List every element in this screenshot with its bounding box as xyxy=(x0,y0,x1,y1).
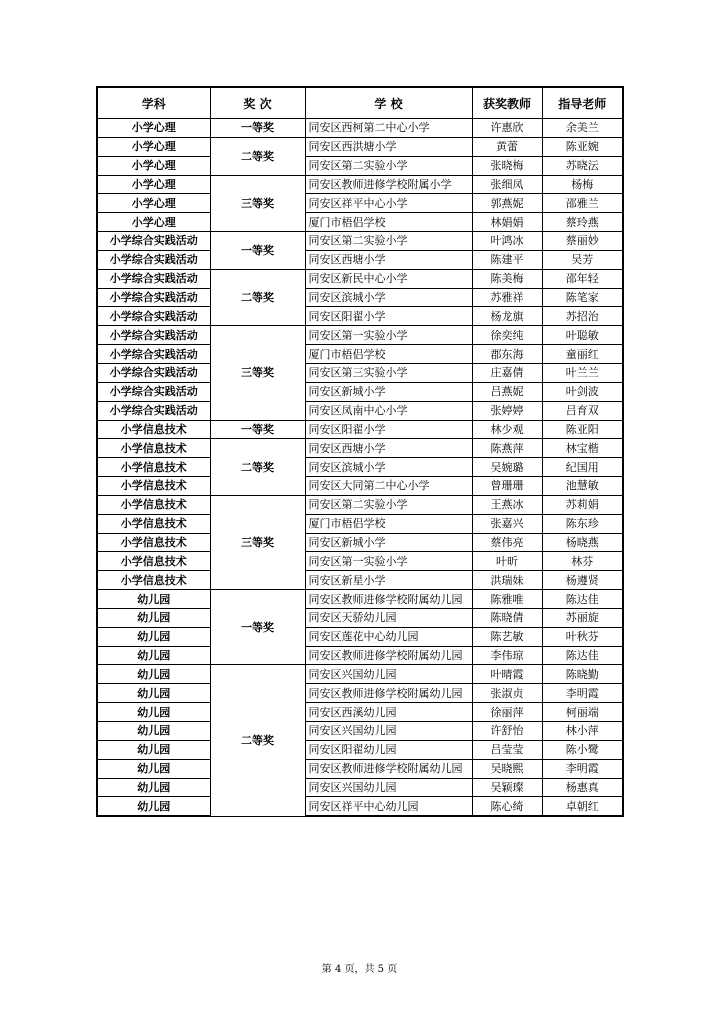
subject-cell: 小学综合实践活动 xyxy=(97,269,210,288)
subject-cell: 小学综合实践活动 xyxy=(97,288,210,307)
school-cell: 同安区兴国幼儿园 xyxy=(305,665,472,684)
school-cell: 同安区教师进修学校附属幼儿园 xyxy=(305,590,472,609)
teacher-cell: 陈达佳 xyxy=(542,646,623,665)
teacher-cell: 卓朝红 xyxy=(542,797,623,816)
winner-cell: 张婷婷 xyxy=(472,401,542,420)
winner-cell: 黄蕾 xyxy=(472,137,542,156)
table-row xyxy=(97,288,623,307)
school-cell: 同安区阳翟小学 xyxy=(305,307,472,326)
winner-cell: 徐奕纯 xyxy=(472,326,542,345)
school-cell: 同安区滨城小学 xyxy=(305,458,472,477)
award-cell: 二等奖 xyxy=(210,269,305,326)
header-winner: 获奖教师 xyxy=(472,87,542,119)
school-cell: 厦门市梧侣学校 xyxy=(305,345,472,364)
header-award: 奖 次 xyxy=(210,87,305,119)
teacher-cell: 叶秋芬 xyxy=(542,627,623,646)
table-row xyxy=(97,533,623,552)
header-subject: 学科 xyxy=(97,87,210,119)
table-row xyxy=(97,627,623,646)
table-header-row xyxy=(97,87,623,119)
subject-cell: 小学心理 xyxy=(97,119,210,138)
school-cell: 同安区莲花中心幼儿园 xyxy=(305,627,472,646)
winner-cell: 许惠欣 xyxy=(472,119,542,138)
teacher-cell: 陈亚婉 xyxy=(542,137,623,156)
subject-cell: 小学综合实践活动 xyxy=(97,401,210,420)
school-cell: 同安区滨城小学 xyxy=(305,288,472,307)
table-row xyxy=(97,458,623,477)
winner-cell: 陈心绮 xyxy=(472,797,542,816)
winner-cell: 陈晓倩 xyxy=(472,608,542,627)
table-row xyxy=(97,401,623,420)
winner-cell: 陈燕萍 xyxy=(472,439,542,458)
school-cell: 同安区新城小学 xyxy=(305,533,472,552)
subject-cell: 小学信息技术 xyxy=(97,439,210,458)
table-row xyxy=(97,420,623,439)
subject-cell: 小学心理 xyxy=(97,156,210,175)
subject-cell: 小学信息技术 xyxy=(97,552,210,571)
teacher-cell: 杨惠真 xyxy=(542,778,623,797)
table-row xyxy=(97,307,623,326)
subject-cell: 幼儿园 xyxy=(97,627,210,646)
teacher-cell: 杨梅 xyxy=(542,175,623,194)
winner-cell: 李伟琼 xyxy=(472,646,542,665)
subject-cell: 小学综合实践活动 xyxy=(97,345,210,364)
table-row xyxy=(97,250,623,269)
teacher-cell: 叶兰兰 xyxy=(542,363,623,382)
winner-cell: 陈艺敏 xyxy=(472,627,542,646)
award-table xyxy=(96,86,624,817)
school-cell: 同安区兴国幼儿园 xyxy=(305,722,472,741)
teacher-cell: 蔡玲燕 xyxy=(542,213,623,232)
school-cell: 同安区新星小学 xyxy=(305,571,472,590)
school-cell: 同安区祥平中心幼儿园 xyxy=(305,797,472,816)
subject-cell: 小学心理 xyxy=(97,175,210,194)
table-row xyxy=(97,269,623,288)
subject-cell: 小学信息技术 xyxy=(97,571,210,590)
school-cell: 同安区第一实验小学 xyxy=(305,326,472,345)
winner-cell: 林娟娟 xyxy=(472,213,542,232)
school-cell: 同安区教师进修学校附属幼儿园 xyxy=(305,759,472,778)
table-row xyxy=(97,232,623,251)
table-row xyxy=(97,722,623,741)
table-row xyxy=(97,213,623,232)
table-row xyxy=(97,797,623,816)
table-body xyxy=(97,119,623,817)
table-row xyxy=(97,514,623,533)
winner-cell: 郡东海 xyxy=(472,345,542,364)
subject-cell: 小学心理 xyxy=(97,194,210,213)
subject-cell: 小学综合实践活动 xyxy=(97,363,210,382)
table-row xyxy=(97,646,623,665)
teacher-cell: 林小萍 xyxy=(542,722,623,741)
school-cell: 同安区西柯第二中心小学 xyxy=(305,119,472,138)
school-cell: 同安区第一实验小学 xyxy=(305,552,472,571)
subject-cell: 小学信息技术 xyxy=(97,495,210,514)
subject-cell: 小学综合实践活动 xyxy=(97,307,210,326)
winner-cell: 张晓梅 xyxy=(472,156,542,175)
subject-cell: 幼儿园 xyxy=(97,722,210,741)
winner-cell: 陈雅唯 xyxy=(472,590,542,609)
table-row xyxy=(97,156,623,175)
school-cell: 同安区西塘小学 xyxy=(305,439,472,458)
subject-cell: 幼儿园 xyxy=(97,797,210,816)
winner-cell: 吕燕妮 xyxy=(472,382,542,401)
subject-cell: 幼儿园 xyxy=(97,608,210,627)
winner-cell: 叶昕 xyxy=(472,552,542,571)
school-cell: 同安区凤南中心小学 xyxy=(305,401,472,420)
teacher-cell: 吴芳 xyxy=(542,250,623,269)
school-cell: 同安区第三实验小学 xyxy=(305,363,472,382)
award-cell: 二等奖 xyxy=(210,137,305,175)
school-cell: 同安区大同第二中心小学 xyxy=(305,477,472,496)
header-teacher: 指导老师 xyxy=(542,87,623,119)
school-cell: 同安区天骄幼儿园 xyxy=(305,608,472,627)
teacher-cell: 童丽红 xyxy=(542,345,623,364)
school-cell: 厦门市梧侣学校 xyxy=(305,213,472,232)
teacher-cell: 叶聪敏 xyxy=(542,326,623,345)
table-row xyxy=(97,175,623,194)
school-cell: 同安区教师进修学校附属幼儿园 xyxy=(305,684,472,703)
table-row xyxy=(97,778,623,797)
school-cell: 同安区新城小学 xyxy=(305,382,472,401)
teacher-cell: 陈晓勤 xyxy=(542,665,623,684)
winner-cell: 叶鸿冰 xyxy=(472,232,542,251)
teacher-cell: 邵年轻 xyxy=(542,269,623,288)
award-cell: 三等奖 xyxy=(210,175,305,232)
award-cell: 二等奖 xyxy=(210,665,305,816)
teacher-cell: 陈亚阳 xyxy=(542,420,623,439)
winner-cell: 张细凤 xyxy=(472,175,542,194)
subject-cell: 幼儿园 xyxy=(97,684,210,703)
table-row xyxy=(97,684,623,703)
teacher-cell: 陈东珍 xyxy=(542,514,623,533)
school-cell: 同安区阳翟幼儿园 xyxy=(305,740,472,759)
page-number: 第 4 页，共 5 页 xyxy=(321,964,398,975)
subject-cell: 小学综合实践活动 xyxy=(97,250,210,269)
table-row xyxy=(97,703,623,722)
table-row xyxy=(97,665,623,684)
table-row xyxy=(97,571,623,590)
table-row xyxy=(97,363,623,382)
subject-cell: 小学心理 xyxy=(97,213,210,232)
award-cell: 一等奖 xyxy=(210,590,305,665)
teacher-cell: 苏招治 xyxy=(542,307,623,326)
teacher-cell: 柯丽端 xyxy=(542,703,623,722)
subject-cell: 幼儿园 xyxy=(97,590,210,609)
subject-cell: 幼儿园 xyxy=(97,665,210,684)
winner-cell: 陈美梅 xyxy=(472,269,542,288)
winner-cell: 张淑贞 xyxy=(472,684,542,703)
teacher-cell: 陈小鹭 xyxy=(542,740,623,759)
subject-cell: 幼儿园 xyxy=(97,759,210,778)
subject-cell: 幼儿园 xyxy=(97,646,210,665)
subject-cell: 幼儿园 xyxy=(97,778,210,797)
winner-cell: 庄嘉倩 xyxy=(472,363,542,382)
school-cell: 同安区教师进修学校附属幼儿园 xyxy=(305,646,472,665)
teacher-cell: 杨晓燕 xyxy=(542,533,623,552)
award-cell: 一等奖 xyxy=(210,232,305,270)
subject-cell: 小学信息技术 xyxy=(97,420,210,439)
table-row xyxy=(97,740,623,759)
award-cell: 一等奖 xyxy=(210,119,305,138)
table-row xyxy=(97,137,623,156)
winner-cell: 吕莹莹 xyxy=(472,740,542,759)
table-row xyxy=(97,326,623,345)
teacher-cell: 吕育双 xyxy=(542,401,623,420)
school-cell: 同安区西洪塘小学 xyxy=(305,137,472,156)
teacher-cell: 叶剑波 xyxy=(542,382,623,401)
winner-cell: 叶晴霞 xyxy=(472,665,542,684)
teacher-cell: 林芬 xyxy=(542,552,623,571)
teacher-cell: 杨遵贤 xyxy=(542,571,623,590)
subject-cell: 小学心理 xyxy=(97,137,210,156)
school-cell: 同安区阳翟小学 xyxy=(305,420,472,439)
winner-cell: 徐丽萍 xyxy=(472,703,542,722)
subject-cell: 小学信息技术 xyxy=(97,477,210,496)
winner-cell: 杨龙旗 xyxy=(472,307,542,326)
award-cell: 一等奖 xyxy=(210,420,305,439)
teacher-cell: 蔡丽妙 xyxy=(542,232,623,251)
header-school: 学 校 xyxy=(305,87,472,119)
teacher-cell: 余美兰 xyxy=(542,119,623,138)
table-row xyxy=(97,439,623,458)
school-cell: 同安区第二实验小学 xyxy=(305,495,472,514)
table-row xyxy=(97,552,623,571)
table-row xyxy=(97,477,623,496)
teacher-cell: 李明霞 xyxy=(542,684,623,703)
school-cell: 同安区西溪幼儿园 xyxy=(305,703,472,722)
winner-cell: 郭燕妮 xyxy=(472,194,542,213)
school-cell: 同安区西塘小学 xyxy=(305,250,472,269)
table-row xyxy=(97,382,623,401)
subject-cell: 幼儿园 xyxy=(97,703,210,722)
winner-cell: 张嘉兴 xyxy=(472,514,542,533)
teacher-cell: 苏丽旋 xyxy=(542,608,623,627)
school-cell: 同安区教师进修学校附属小学 xyxy=(305,175,472,194)
award-cell: 三等奖 xyxy=(210,495,305,589)
teacher-cell: 陈达佳 xyxy=(542,590,623,609)
winner-cell: 吴晓熙 xyxy=(472,759,542,778)
school-cell: 同安区第二实验小学 xyxy=(305,232,472,251)
table-row xyxy=(97,608,623,627)
subject-cell: 小学综合实践活动 xyxy=(97,326,210,345)
table-row xyxy=(97,345,623,364)
teacher-cell: 林宝楷 xyxy=(542,439,623,458)
table-row xyxy=(97,119,623,138)
winner-cell: 吴颖璨 xyxy=(472,778,542,797)
teacher-cell: 李明霞 xyxy=(542,759,623,778)
school-cell: 同安区祥平中心小学 xyxy=(305,194,472,213)
winner-cell: 吴婉璐 xyxy=(472,458,542,477)
winner-cell: 曾珊珊 xyxy=(472,477,542,496)
subject-cell: 小学信息技术 xyxy=(97,458,210,477)
table-row xyxy=(97,495,623,514)
winner-cell: 蔡伟亮 xyxy=(472,533,542,552)
award-cell: 三等奖 xyxy=(210,326,305,420)
winner-cell: 林少观 xyxy=(472,420,542,439)
school-cell: 同安区兴国幼儿园 xyxy=(305,778,472,797)
winner-cell: 陈建平 xyxy=(472,250,542,269)
winner-cell: 许舒怡 xyxy=(472,722,542,741)
school-cell: 厦门市梧侣学校 xyxy=(305,514,472,533)
subject-cell: 小学信息技术 xyxy=(97,514,210,533)
subject-cell: 小学综合实践活动 xyxy=(97,232,210,251)
teacher-cell: 池慧敏 xyxy=(542,477,623,496)
table-row xyxy=(97,759,623,778)
winner-cell: 王燕冰 xyxy=(472,495,542,514)
winner-cell: 洪瑞妹 xyxy=(472,571,542,590)
teacher-cell: 苏莉娟 xyxy=(542,495,623,514)
teacher-cell: 纪国用 xyxy=(542,458,623,477)
table-row xyxy=(97,590,623,609)
school-cell: 同安区新民中心小学 xyxy=(305,269,472,288)
teacher-cell: 苏晓沄 xyxy=(542,156,623,175)
teacher-cell: 邵雅兰 xyxy=(542,194,623,213)
school-cell: 同安区第二实验小学 xyxy=(305,156,472,175)
subject-cell: 幼儿园 xyxy=(97,740,210,759)
subject-cell: 小学综合实践活动 xyxy=(97,382,210,401)
table-row xyxy=(97,194,623,213)
winner-cell: 苏雅祥 xyxy=(472,288,542,307)
subject-cell: 小学信息技术 xyxy=(97,533,210,552)
award-cell: 二等奖 xyxy=(210,439,305,496)
teacher-cell: 陈笔家 xyxy=(542,288,623,307)
